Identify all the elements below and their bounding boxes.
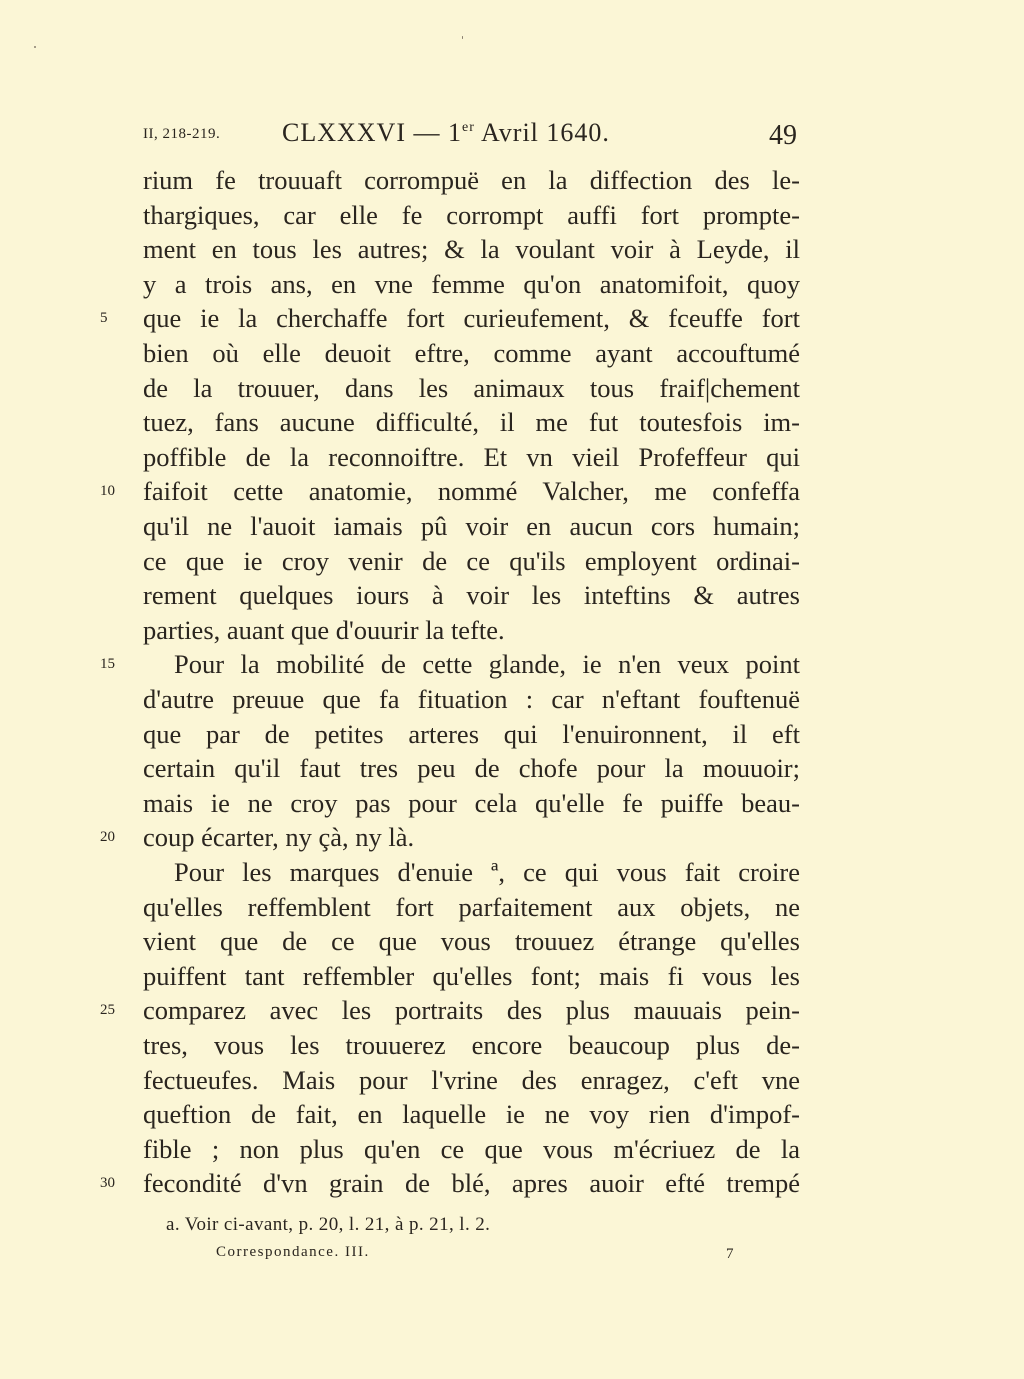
header-title-rest: Avril 1640.	[474, 118, 610, 147]
text-line: coup écarter, ny çà, ny là.	[143, 822, 415, 853]
text-line: que par de petites arteres qui l'enuironnent, il eft	[143, 718, 800, 749]
signature-number: 7	[726, 1246, 734, 1262]
text-line: y a trois ans, en vne femme qu'on anatomifoit, quoy	[143, 268, 800, 299]
text-line: poffible de la reconnoiftre. Et vn vieil Profeffeur qui	[143, 441, 800, 472]
paper-speck	[462, 36, 463, 39]
paper-speck	[34, 46, 36, 48]
line-number: 15	[100, 656, 115, 673]
text-line: faifoit cette anatomie, nommé Valcher, me confeffa	[143, 476, 800, 507]
page-number: 49	[769, 120, 797, 151]
text-line: thargiques, car elle fe corrompt auffi fort prompte-	[143, 199, 800, 230]
header-title	[282, 118, 610, 148]
text-line: puiffent tant reffembler qu'elles font; mais fi vous les	[143, 960, 800, 991]
text-line: queftion de fait, en laquelle ie ne voy rien d'impof-	[143, 1099, 800, 1130]
footnote: a. Voir ci-avant, p. 20, l. 21, à p. 21, l. 2.	[166, 1214, 491, 1235]
running-header	[0, 118, 1024, 158]
text-line: comparez avec les portraits des plus mauuais pein-	[143, 995, 800, 1026]
signature-mark: Correspondance. III.	[216, 1244, 370, 1260]
text-line: certain qu'il faut tres peu de chofe pour la mouuoir;	[143, 753, 800, 784]
text-line: fible ; non plus qu'en ce que vous m'écriuez de la	[143, 1133, 800, 1164]
text-line: fectueufes. Mais pour l'vrine des enragez, c'eft vne	[143, 1064, 800, 1095]
text-line: fecondité d'vn grain de blé, apres auoir efté trempé	[143, 1168, 800, 1199]
text-line: rement quelques iours à voir les inteftins & autres	[143, 580, 800, 611]
text-line: d'autre preuue que fa fituation : car n'eftant fouftenuë	[143, 684, 800, 714]
line-number: 30	[100, 1175, 115, 1192]
header-title-sup: er	[462, 120, 475, 135]
line-number: 20	[100, 829, 115, 846]
text-line: mais ie ne croy pas pour cela qu'elle fe puiffe beau-	[143, 787, 800, 818]
text-line: bien où elle deuoit eftre, comme ayant accouftumé	[143, 338, 800, 368]
text-line: parties, auant que d'ouurir la tefte.	[143, 614, 505, 645]
header-reference: II, 218-219.	[143, 126, 221, 142]
text-line: Pour la mobilité de cette glande, ie n'en veux point	[174, 649, 800, 680]
text-line: de la trouuer, dans les animaux tous fraif|chement	[143, 372, 800, 403]
text-line: Pour les marques d'enuie ª, ce qui vous fait croire	[174, 857, 800, 887]
line-number: 10	[100, 483, 115, 500]
line-number: 25	[100, 1002, 115, 1019]
text-line: tres, vous les trouuerez encore beaucoup plus de-	[143, 1030, 800, 1060]
text-line: ment en tous les autres; & la voulant voir à Leyde, il	[143, 234, 800, 265]
text-line: que ie la cherchaffe fort curieufement, & fceuffe fort	[143, 303, 800, 334]
text-line: ce que ie croy venir de ce qu'ils employent ordinai-	[143, 545, 800, 576]
text-line: rium fe trouuaft corrompuë en la diffection des le-	[143, 165, 800, 195]
line-number: 5	[100, 310, 108, 327]
text-line: vient que de ce que vous trouuez étrange qu'elles	[143, 926, 800, 957]
text-line: qu'elles reffemblent fort parfaitement aux objets, ne	[143, 891, 800, 922]
text-line: tuez, fans aucune difficulté, il me fut toutesfois im-	[143, 407, 800, 438]
header-title-main: CLXXXVI — 1	[282, 118, 462, 147]
text-line: qu'il ne l'auoit iamais pû voir en aucun cors humain;	[143, 511, 800, 541]
